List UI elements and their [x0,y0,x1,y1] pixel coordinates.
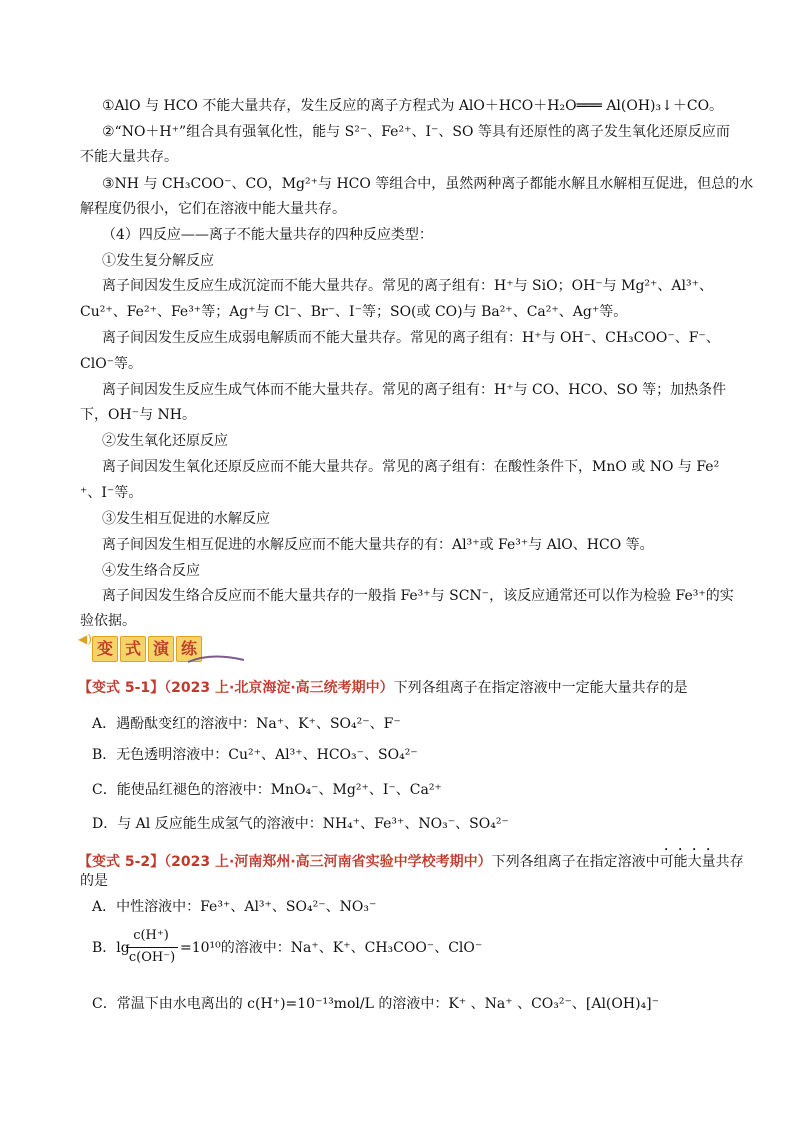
banner-char-4: 练 [176,636,202,662]
q2-option-b-rest: =10¹⁰的溶液中：Na⁺、K⁺、CH₃COO⁻、ClO⁻ [180,940,483,956]
question-5-1-tag: 【变式 5-1】 [78,680,165,696]
q2-option-c: C．常温下由水电离出的 c(H⁺)=10⁻¹³mol/L 的溶液中：K⁺ 、Na⁺ 、CO₃²⁻、[Al(OH)₄]⁻ [92,996,659,1012]
question-5-2-stem-line2: 的是 [80,873,108,889]
paragraph-8-line1: 离子间因发生反应生成气体而不能大量共存。常见的离子组有：H⁺与 CO、HCO、SO 等；加热条件 [102,382,727,398]
question-5-2-tag: 【变式 5-2】 [78,854,165,870]
paragraph-2-line2: 不能大量共存。 [80,149,178,165]
paragraph-12: 离子间因发生相互促进的水解反应而不能大量共存的有：Al³⁺或 Fe³⁺与 AlO、HCO 等。 [102,537,654,553]
question-5-1-header [78,678,800,698]
paragraph-7-line2: ClO⁻等。 [80,356,143,372]
question-5-1-stem: 下列各组离子在指定溶液中一定能大量共存的是 [393,680,688,696]
question-5-2-header [78,846,800,872]
paragraph-14-line1: 离子间因发生络合反应而不能大量共存的一般指 Fe³⁺与 SCN⁻，该反应通常还可以作为检验 Fe³⁺的实 [102,588,734,604]
banner-char-3: 演 [148,636,174,662]
question-5-2-stem-post: 共存 [715,854,744,870]
practice-banner [78,628,278,668]
q1-option-b: B．无色透明溶液中：Cu²⁺、Al³⁺、HCO₃⁻、SO₄²⁻ [92,747,418,763]
fraction-numerator: c(H⁺) [133,928,169,943]
question-5-1-source: （2023 上·北京海淀·高三统考期中） [164,680,394,696]
question-5-2-source: （2023 上·河南郑州·高三河南省实验中学校考期中） [164,854,492,870]
paragraph-10-line1: 离子间因发生氧化还原反应而不能大量共存。常见的离子组有：在酸性条件下，MnO 或 NO 与 Fe² [102,459,720,475]
q1-option-c: C．能使品红褪色的溶液中：MnO₄⁻、Mg²⁺、I⁻、Ca²⁺ [92,782,442,798]
section-heading-4: （4）四反应——离子不能大量共存的四种反应类型： [102,227,433,243]
q1-option-a: A．遇酚酞变红的溶液中：Na⁺、K⁺、SO₄²⁻、F⁻ [92,716,401,732]
paragraph-10-line2: ⁺、I⁻等。 [80,485,143,501]
paragraph-3-line2: 解程度仍很小，它们在溶液中能大量共存。 [80,201,346,217]
q2-option-b-prefix: B．lg [92,940,130,956]
paragraph-1: ①AlO 与 HCO 不能大量共存，发生反应的离子方程式为 AlO＋HCO＋H₂O═══ Al(OH)₃↓＋CO。 [102,98,724,114]
subheading-4: ④发生络合反应 [102,563,200,579]
fraction-denominator: c(OH⁻) [128,950,176,965]
swoosh-icon [186,652,246,666]
subheading-2: ②发生氧化还原反应 [102,433,228,449]
paragraph-2-line1: ②“NO＋H⁺”组合具有强氧化性，能与 S²⁻、Fe²⁺、I⁻、SO 等具有还原性的离子发生氧化还原反应而 [102,124,730,140]
speaker-icon: ◀) [78,632,92,646]
paragraph-8-line2: 下，OH⁻与 NH。 [80,407,196,423]
q1-option-d: D．与 Al 反应能生成氢气的溶液中：NH₄⁺、Fe³⁺、NO₃⁻、SO₄²⁻ [92,816,509,832]
question-5-2-stem-pre: 下列各组离子在指定溶液中 [491,854,660,870]
banner-char-2: 式 [120,636,146,662]
banner-char-1: 变 [92,636,118,662]
subheading-1: ①发生复分解反应 [102,253,214,269]
q2-option-a: A．中性溶液中：Fe³⁺、Al³⁺、SO₄²⁻、NO₃⁻ [92,899,377,915]
question-5-2-stem-emphasis: 可能大量 [659,854,716,870]
paragraph-7-line1: 离子间因发生反应生成弱电解质而不能大量共存。常见的离子组有：H⁺与 OH⁻、CH₃COO⁻、F⁻、 [102,330,720,346]
paragraph-14-line2: 验依据。 [80,613,136,629]
paragraph-3-line1: ③NH 与 CH₃COO⁻、CO，Mg²⁺与 HCO 等组合中，虽然两种离子都能水解且水解相互促进，但总的水 [102,176,754,192]
subheading-3: ③发生相互促进的水解反应 [102,511,270,527]
paragraph-6-line1: 离子间因发生反应生成沉淀而不能大量共存。常见的离子组有：H⁺与 SiO；OH⁻与 Mg²⁺、Al³⁺、 [102,278,714,294]
paragraph-6-line2: Cu²⁺、Fe²⁺、Fe³⁺等；Ag⁺与 Cl⁻、Br⁻、I⁻等；SO(或 CO)与 Ba²⁺、Ca²⁺、Ag⁺等。 [80,304,628,320]
